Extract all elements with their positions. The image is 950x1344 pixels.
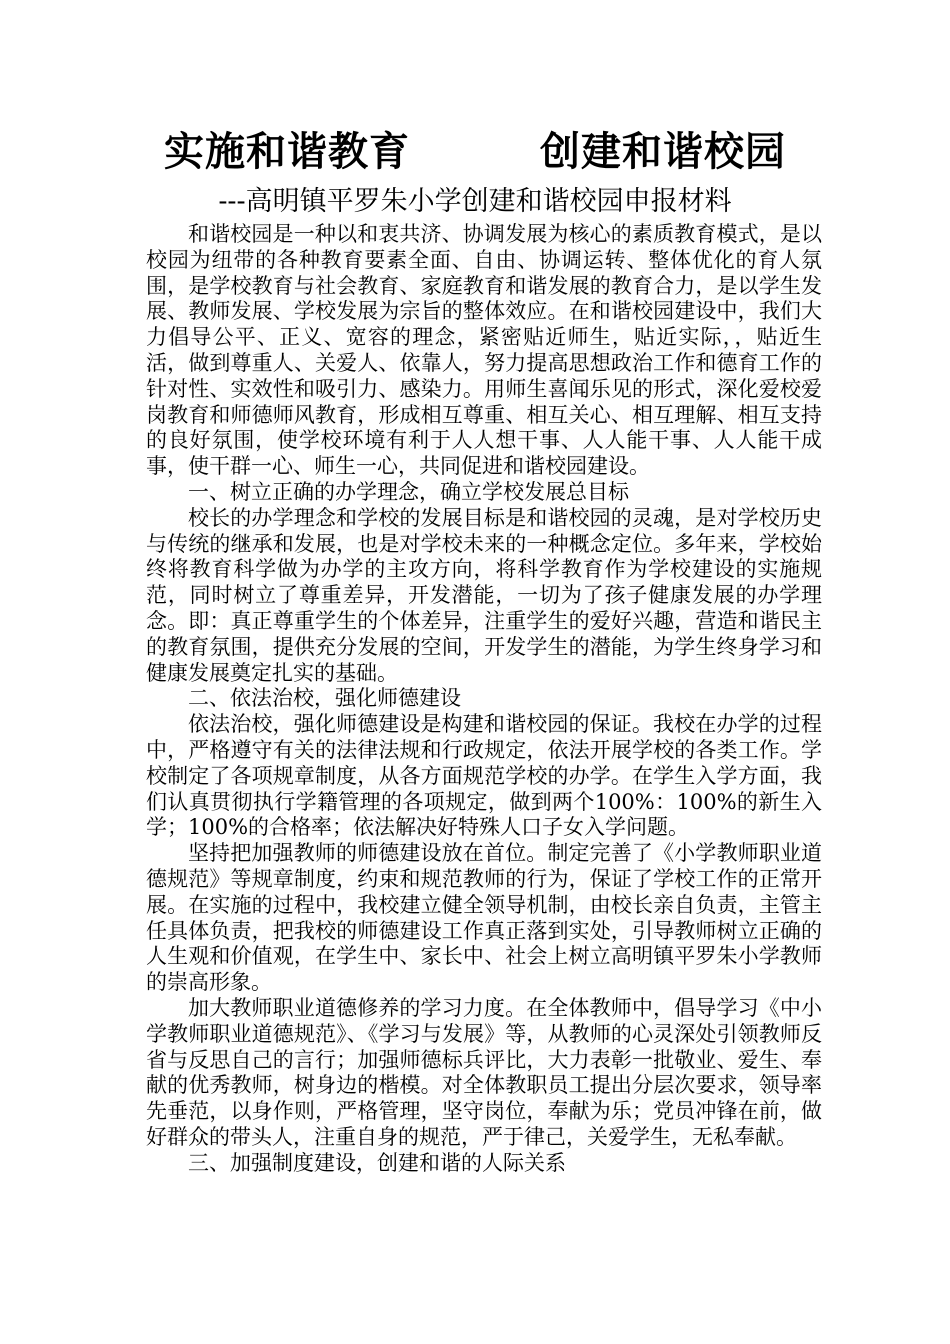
intro-paragraph: 和谐校园是一种以和衷共济、协调发展为核心的素质教育模式，是以校园为纽带的各种教育要素全面、自由、协调运转、整体优化的育人氛围，是学校教育与社会教育、家庭教育和谐发展的教育合力，是以学生发展、教师发展、学校发展为宗旨的整体效应。在和谐校园建设中，我们大力倡导公平、正义、宽容的理念，紧密贴近师生，贴近实际，，贴近生活，做到尊重人、关爱人、依靠人，努力提高思想政治工作和德育工作的针对性、实效性和吸引力、感染力。用师生喜闻乐见的形式，深化爱校爱岗教育和师德师风教育，形成相互尊重、相互关心、相互理解、相互支持的良好氛围，使学校环境有利于人人想干事、人人能干事、人人能干成事，使干群一心、师生一心，共同促进和谐校园建设。 — [146, 222, 822, 479]
section-2-paragraph-1: 依法治校，强化师德建设是构建和谐校园的保证。我校在办学的过程中，严格遵守有关的法律法规和行政规定，依法开展学校的各类工作。学校制定了各项规章制度，从各方面规范学校的办学。在学生入学方面，我们认真贯彻执行学籍管理的各项规定，做到两个100%：100%的新生入学；100%的合格率；依法解决好特殊人口子女入学问题。 — [146, 712, 822, 840]
title-part-1: 实施和谐教育 — [164, 129, 410, 175]
section-2-paragraph-2: 坚持把加强教师的师德建设放在首位。制定完善了《小学教师职业道德规范》等规章制度，约束和规范教师的行为，保证了学校工作的正常开展。在实施的过程中，我校建立健全领导机制，由校长亲自负责，主管主任具体负责，把我校的师德建设工作真正落到实处，引导教师树立正确的人生观和价值观，在学生中、家长中、社会上树立高明镇平罗朱小学教师的崇高形象。 — [146, 841, 822, 995]
section-heading-2: 二、依法治校，强化师德建设 — [188, 686, 461, 711]
section-heading-1: 一、树立正确的办学理念，确立学校发展总目标 — [188, 479, 629, 504]
section-1-paragraph: 校长的办学理念和学校的发展目标是和谐校园的灵魂，是对学校历史与传统的继承和发展，也是对学校未来的一种概念定位。多年来，学校始终将教育科学做为办学的主攻方向，将科学教育作为学校建设的实施规范，同时树立了尊重差异，开发潜能，一切为了孩子健康发展的办学理念。即：真正尊重学生的个体差异，注重学生的爱好兴趣，营造和谐民主的教育氛围，提供充分发展的空间，开发学生的潜能，为学生终身学习和健康发展奠定扎实的基础。 — [146, 505, 822, 685]
section-heading-3: 三、加强制度建设，创建和谐的人际关系 — [188, 1150, 566, 1175]
document-title — [0, 124, 950, 180]
section-2-paragraph-3: 加大教师职业道德修养的学习力度。在全体教师中，倡导学习《中小学教师职业道德规范》、《学习与发展》等，从教师的心灵深处引领教师反省与反思自己的言行；加强师德标兵评比，大力表彰一批敬业、爱生、奉献的优秀教师，树身边的楷模。对全体教职员工提出分层次要求，领导率先垂范，以身作则，严格管理，坚守岗位，奉献为乐；党员冲锋在前，做好群众的带头人，注重自身的规范，严于律己，关爱学生，无私奉献。 — [146, 995, 822, 1149]
title-part-2: 创建和谐校园 — [540, 129, 786, 175]
document-subtitle: ---高明镇平罗朱小学创建和谐校园申报材料 — [218, 186, 732, 217]
document-body — [146, 222, 822, 1176]
